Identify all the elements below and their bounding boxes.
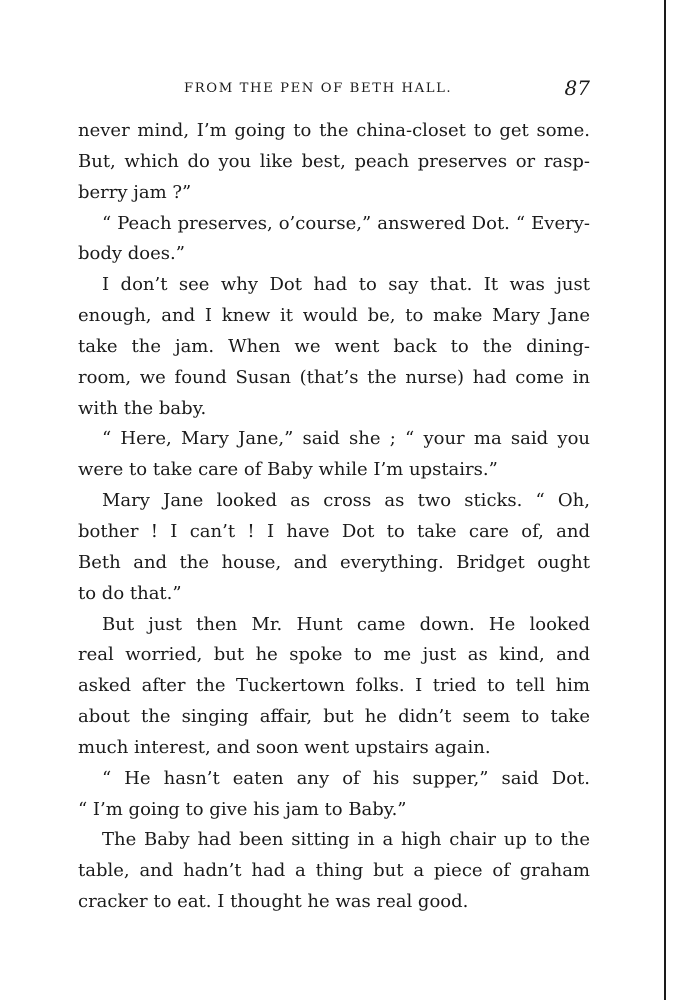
text-line: The Baby had been sitting in a high chair up to the [102,829,590,851]
text-line: Mary Jane looked as cross as two sticks. “ Oh, [102,490,590,512]
text-line: “ Here, Mary Jane,” said she ; “ your ma said you [102,428,590,450]
page-number: 87 [564,76,590,100]
text-line: body does.” [78,243,185,265]
text-line: “ Peach preserves, o’course,” answered Dot. “ Every- [102,212,590,234]
text-line: “ I’m going to give his jam to Baby.” [78,798,407,820]
text-line: much interest, and soon went upstairs again. [78,736,491,758]
text-line: bother ! I can’t ! I have Dot to take care of, and [78,520,590,542]
text-line: table, and hadn’t had a thing but a piece of graham [78,860,590,882]
text-line: room, we found Susan (that’s the nurse) had come in [78,366,590,388]
text-line: asked after the Tuckertown folks. I tried to tell him [78,675,590,697]
running-head: FROM THE PEN OF BETH HALL. [184,81,453,96]
text-line: about the singing affair, but he didn’t seem to take [78,706,590,728]
text-line: were to take care of Baby while I’m upstairs.” [78,459,498,481]
text-line: But, which do you like best, peach preserves or rasp- [78,150,590,172]
page-edge-rule [664,0,666,1000]
text-line: to do that.” [78,582,182,604]
text-line: enough, and I knew it would be, to make Mary Jane [78,305,590,327]
text-line: berry jam ?” [78,181,192,203]
text-line: But just then Mr. Hunt came down. He looked [102,613,590,635]
text-line: I don’t see why Dot had to say that. It was just [102,274,590,296]
text-line: take the jam. When we went back to the dining- [78,335,590,357]
text-line: real worried, but he spoke to me just as kind, and [78,644,590,666]
text-line: with the baby. [78,397,207,419]
text-line: “ He hasn’t eaten any of his supper,” said Dot. [102,767,590,789]
page-header [78,76,590,100]
body-text [78,116,590,918]
text-line: cracker to eat. I thought he was real good. [78,891,469,913]
text-line: Beth and the house, and everything. Bridget ought [78,551,590,573]
text-line: never mind, I’m going to the china-closet to get some. [78,120,590,141]
